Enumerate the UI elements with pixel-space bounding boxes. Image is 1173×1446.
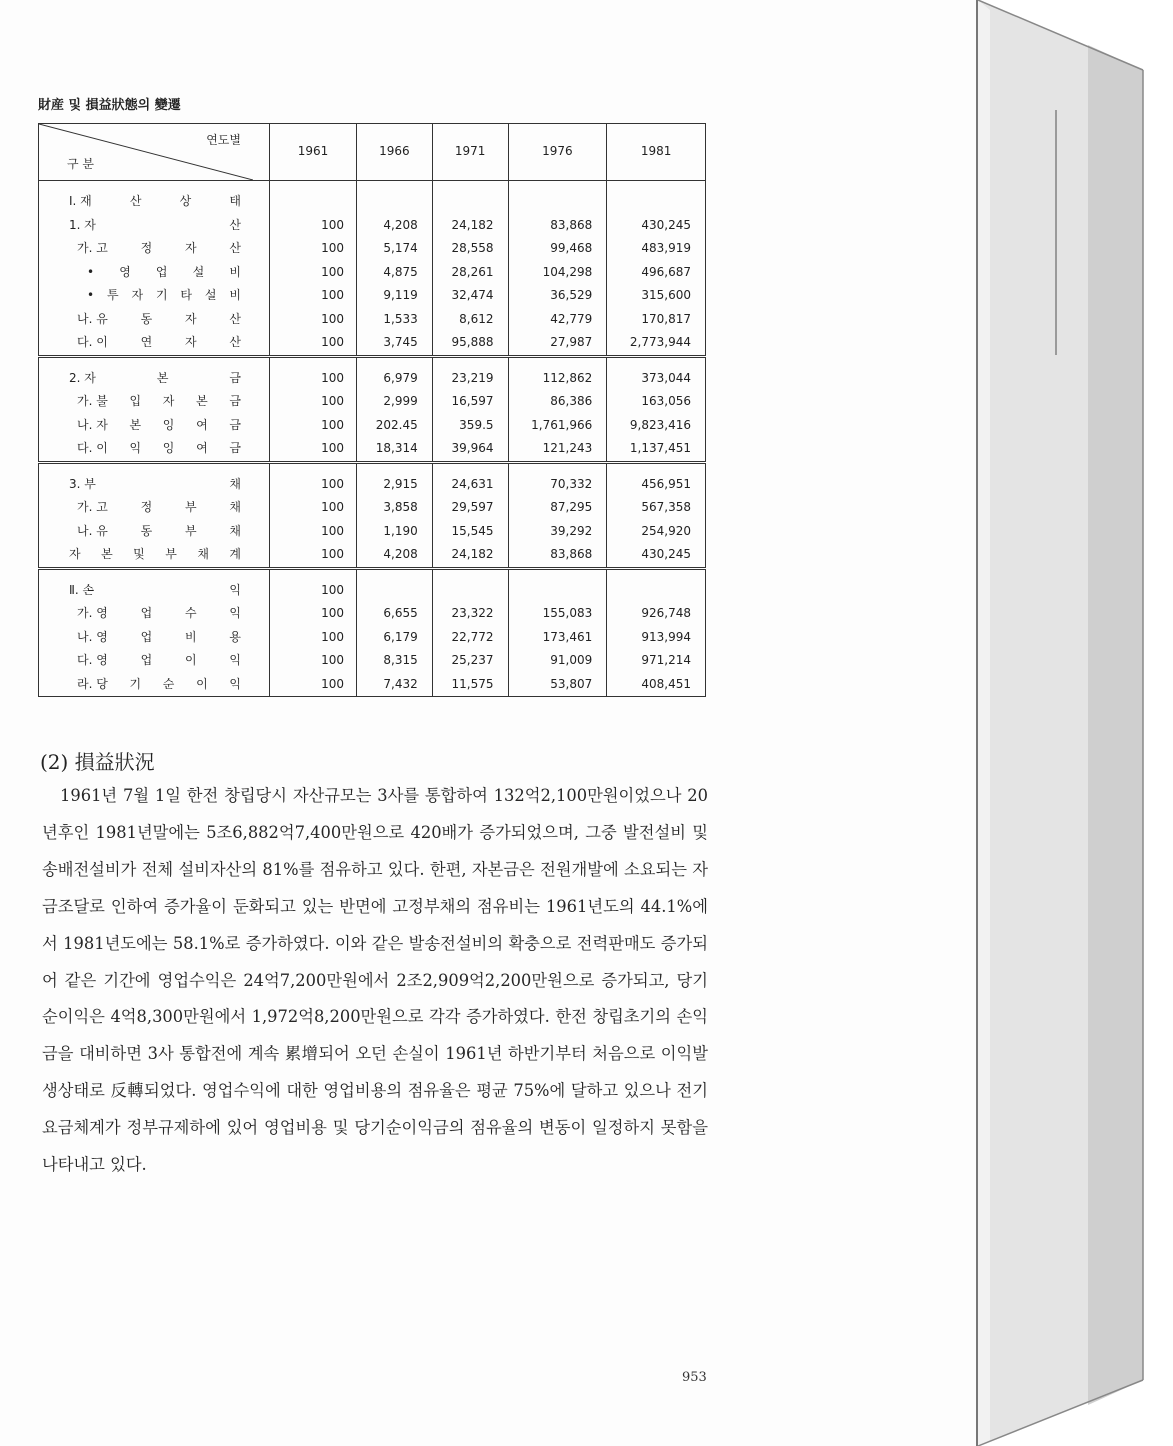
row-label-part: 업: [140, 653, 153, 667]
row-label-part: 본: [196, 394, 208, 408]
cell-1971: 39,964: [432, 437, 508, 462]
cell-1976: 83,868: [508, 543, 607, 568]
cell-1981: 496,687: [607, 261, 706, 285]
row-label: [39, 520, 270, 544]
row-label-part: 채: [197, 547, 209, 561]
cell-1961: 100: [270, 237, 357, 261]
row-label-part: 자: [185, 241, 197, 255]
row-label-part: 본: [156, 370, 169, 385]
cell-1981: 408,451: [607, 673, 706, 697]
table-row: [39, 626, 706, 650]
body-paragraph: 1961년 7월 1일 한전 창립당시 자산규모는 3사를 통합하여 132억2,100만원이었으나 20년후인 1981년말에는 5조6,882억7,400만원으로 420배가 증가되었으며, 그중 발전설비 및 송배전설비가 전체 설비자산의 81%를 점유하고 있다. 한편, 자본금은 전원개발에 소요되는 자금조달로 인하여 증가율이 둔화되고 있는 반면에 고정부채의 점유비는 1961년도의 44.1%에서 1981년도에는 58.1%로 증가하였다. 이와 같은 발송전설비의 확충으로 전력판매도 증가되어 같은 기간에 영업수익은 24억7,200만원에서 2조2,909억2,200만원으로 증가되고, 당기순이익은 4억8,300만원에서 1,972억8,200만원으로 각각 증가하였다. 한전 창립초기의 손익금을 대비하면 3사 통합전에 계속 累增되어 오던 손실이 1961년 하반기부터 처음으로 이익발생상태로 反轉되었다. 영업수익에 대한 영업비용의 점유율은 평균 75%에 달하고 있으나 전기요금체계가 정부규제하에 있어 영업비용 및 당기순이익금의 점유율의 변동이 일정하지 못함을 나타내고 있다.: [42, 786, 708, 1175]
cell-1961: 100: [270, 473, 357, 497]
row-label-part: 태: [229, 194, 241, 208]
row-label: [39, 543, 270, 568]
row-label-part: •: [87, 264, 95, 279]
row-label-part: 정: [140, 500, 153, 514]
row-label-part: 용: [229, 629, 241, 644]
cell-1966: 9,119: [357, 284, 433, 308]
cell-1981: [607, 190, 706, 214]
row-label-part: 설: [192, 264, 205, 279]
cell-1966: 5,174: [357, 237, 433, 261]
cell-1981: 315,600: [607, 284, 706, 308]
table-body: [39, 181, 706, 697]
row-label-part: 금: [229, 417, 241, 432]
cell-1961: 100: [270, 284, 357, 308]
table-row: [39, 649, 706, 673]
spacer-cell: [270, 568, 357, 579]
row-label-part: 다. 이: [77, 441, 108, 455]
table-row: [39, 579, 706, 603]
table-row: [39, 437, 706, 462]
header-year: 1981: [607, 124, 706, 181]
table-row: [39, 367, 706, 391]
cell-1976: 87,295: [508, 496, 607, 520]
cell-1981: 971,214: [607, 649, 706, 673]
row-label-part: 본: [101, 547, 113, 561]
cell-1976: 39,292: [508, 520, 607, 544]
row-label-part: 익: [229, 676, 241, 691]
spacer-cell: [39, 462, 270, 473]
group-spacer-row: [39, 181, 706, 191]
cell-1971: 28,261: [432, 261, 508, 285]
cell-1961: 100: [270, 367, 357, 391]
header-year: 1966: [357, 124, 433, 181]
cell-1981: 1,137,451: [607, 437, 706, 462]
financial-table: [38, 123, 706, 697]
row-label: [39, 214, 270, 238]
cell-1966: 7,432: [357, 673, 433, 697]
table-row: [39, 214, 706, 238]
row-label-part: 다. 영: [77, 653, 108, 667]
row-label: [39, 414, 270, 438]
cell-1981: 456,951: [607, 473, 706, 497]
cell-1976: 36,529: [508, 284, 607, 308]
cell-1976: 53,807: [508, 673, 607, 697]
cell-1971: 95,888: [432, 331, 508, 356]
cell-1981: 926,748: [607, 602, 706, 626]
cell-1981: 430,245: [607, 214, 706, 238]
spacer-cell: [270, 356, 357, 367]
cell-1966: 3,858: [357, 496, 433, 520]
cell-1966: 2,915: [357, 473, 433, 497]
cell-1976: 42,779: [508, 308, 607, 332]
spacer-cell: [357, 356, 433, 367]
cell-1961: [270, 190, 357, 214]
spacer-cell: [432, 462, 508, 473]
row-label-part: 업: [140, 606, 153, 620]
cell-1961: 100: [270, 261, 357, 285]
row-label-part: 기: [129, 676, 142, 691]
row-label-part: 금: [229, 394, 241, 408]
table-row: [39, 602, 706, 626]
cell-1966: 6,179: [357, 626, 433, 650]
table-row: [39, 331, 706, 356]
row-label: [39, 331, 270, 356]
cell-1961: 100: [270, 214, 357, 238]
row-label-part: 익: [229, 582, 241, 597]
cell-1966: 2,999: [357, 390, 433, 414]
cell-1981: 567,358: [607, 496, 706, 520]
row-label: [39, 284, 270, 308]
table-row: [39, 414, 706, 438]
cell-1976: 104,298: [508, 261, 607, 285]
cell-1961: 100: [270, 496, 357, 520]
row-label-part: 채: [229, 500, 241, 514]
cell-1961: 100: [270, 520, 357, 544]
book-page-edge: [978, 0, 1173, 1446]
spacer-cell: [39, 568, 270, 579]
spacer-cell: [432, 181, 508, 191]
row-label-part: 비: [229, 288, 241, 302]
row-label-part: 여: [196, 441, 208, 455]
row-label-part: 산: [129, 194, 142, 208]
table-row: [39, 237, 706, 261]
row-label-part: 산: [229, 217, 241, 232]
header-year: 1961: [270, 124, 357, 181]
row-label-part: 입: [129, 394, 142, 408]
cell-1976: 1,761,966: [508, 414, 607, 438]
cell-1981: [607, 579, 706, 603]
cell-1981: 170,817: [607, 308, 706, 332]
row-label-part: 업: [155, 264, 168, 279]
row-label-part: 투: [106, 288, 119, 302]
row-label-part: 라. 당: [77, 676, 108, 691]
row-label-part: 상: [179, 194, 192, 208]
cell-1971: 32,474: [432, 284, 508, 308]
cell-1966: [357, 190, 433, 214]
table-caption: 財産 및 損益狀態의 變遷: [38, 98, 181, 113]
cell-1971: 24,182: [432, 214, 508, 238]
row-label: [39, 626, 270, 650]
cell-1961: 100: [270, 649, 357, 673]
row-label-part: 산: [229, 241, 241, 255]
group-spacer-row: [39, 568, 706, 579]
row-label-part: 동: [140, 311, 153, 326]
row-label-part: 익: [229, 606, 241, 620]
cell-1981: 430,245: [607, 543, 706, 568]
row-label: [39, 496, 270, 520]
spacer-cell: [357, 568, 433, 579]
cell-1971: 11,575: [432, 673, 508, 697]
row-label-part: 산: [229, 311, 241, 326]
spacer-cell: [607, 568, 706, 579]
row-label-part: 부: [185, 500, 197, 514]
cell-1971: [432, 579, 508, 603]
header-year: 1976: [508, 124, 607, 181]
cell-1971: 15,545: [432, 520, 508, 544]
table-row: [39, 520, 706, 544]
row-label-part: 영: [119, 264, 131, 279]
group-spacer-row: [39, 356, 706, 367]
cell-1961: 100: [270, 626, 357, 650]
table-row: [39, 190, 706, 214]
spacer-cell: [357, 462, 433, 473]
row-label-part: •: [87, 288, 95, 302]
row-label-part: 채: [229, 476, 241, 491]
row-label-part: 계: [229, 547, 241, 561]
spacer-cell: [508, 462, 607, 473]
row-label-part: 나. 영: [77, 629, 108, 644]
row-label-part: 가. 영: [77, 606, 108, 620]
row-label-part: 나. 유: [77, 523, 108, 538]
cell-1961: 100: [270, 390, 357, 414]
cell-1976: 121,243: [508, 437, 607, 462]
row-label-part: 1. 자: [69, 217, 96, 232]
cell-1971: 28,558: [432, 237, 508, 261]
row-label-part: 본: [129, 417, 142, 432]
row-label-part: 여: [196, 417, 208, 432]
row-label-part: 업: [140, 629, 153, 644]
cell-1966: 1,190: [357, 520, 433, 544]
cell-1971: 24,182: [432, 543, 508, 568]
header-category-label: 구 분: [67, 157, 94, 171]
cell-1976: 86,386: [508, 390, 607, 414]
cell-1971: [432, 190, 508, 214]
cell-1971: 8,612: [432, 308, 508, 332]
cell-1961: 100: [270, 602, 357, 626]
row-label-part: 잉: [162, 417, 175, 432]
row-label-part: 비: [229, 264, 241, 279]
row-label-part: 이: [185, 653, 197, 667]
row-label: [39, 367, 270, 391]
cell-1971: 359.5: [432, 414, 508, 438]
row-label-part: 순: [162, 676, 175, 691]
row-label: [39, 473, 270, 497]
row-label-part: 금: [229, 441, 241, 455]
cell-1966: 3,745: [357, 331, 433, 356]
row-label-part: 채: [229, 523, 241, 538]
row-label-part: 자: [185, 335, 197, 349]
cell-1961: 100: [270, 673, 357, 697]
row-label-part: 부: [185, 523, 197, 538]
cell-1981: 163,056: [607, 390, 706, 414]
row-label: [39, 261, 270, 285]
row-label-part: 가. 고: [77, 241, 108, 255]
row-label-part: 잉: [162, 441, 175, 455]
row-label: [39, 190, 270, 214]
cell-1966: 202.45: [357, 414, 433, 438]
cell-1961: 100: [270, 308, 357, 332]
cell-1971: 16,597: [432, 390, 508, 414]
row-label: [39, 437, 270, 462]
spacer-cell: [39, 181, 270, 191]
cell-1966: 4,875: [357, 261, 433, 285]
spacer-cell: [607, 181, 706, 191]
cell-1966: 18,314: [357, 437, 433, 462]
row-label-part: 비: [185, 629, 197, 644]
row-label-part: Ⅱ. 손: [69, 582, 95, 597]
row-label-part: 자: [162, 394, 175, 408]
table-row: [39, 308, 706, 332]
cell-1966: 4,208: [357, 214, 433, 238]
cell-1961: 100: [270, 414, 357, 438]
cell-1976: 173,461: [508, 626, 607, 650]
cell-1976: 155,083: [508, 602, 607, 626]
cell-1971: 25,237: [432, 649, 508, 673]
row-label-part: 부: [165, 547, 177, 561]
cell-1961: 100: [270, 331, 357, 356]
spacer-cell: [508, 356, 607, 367]
cell-1966: 4,208: [357, 543, 433, 568]
row-label-part: 수: [185, 606, 197, 620]
row-label-part: Ⅰ. 재: [69, 194, 92, 208]
cell-1966: 6,655: [357, 602, 433, 626]
table-row: [39, 543, 706, 568]
spacer-cell: [508, 181, 607, 191]
row-label-part: 자: [185, 311, 197, 326]
row-label: [39, 390, 270, 414]
cell-1976: 99,468: [508, 237, 607, 261]
row-label-part: 가. 고: [77, 500, 108, 514]
row-label-part: 타: [180, 288, 193, 302]
spacer-cell: [270, 462, 357, 473]
cell-1981: 2,773,944: [607, 331, 706, 356]
cell-1971: 23,219: [432, 367, 508, 391]
row-label-part: 익: [229, 653, 241, 667]
row-label-part: 및: [133, 547, 145, 561]
row-label-part: 나. 자: [77, 417, 108, 432]
table-row: [39, 390, 706, 414]
row-label-part: 동: [140, 523, 153, 538]
cell-1981: 913,994: [607, 626, 706, 650]
row-label-part: 익: [129, 441, 142, 455]
table-row: [39, 261, 706, 285]
cell-1966: 1,533: [357, 308, 433, 332]
cell-1961: 100: [270, 579, 357, 603]
cell-1981: 483,919: [607, 237, 706, 261]
cell-1966: 6,979: [357, 367, 433, 391]
cell-1971: 29,597: [432, 496, 508, 520]
table-row: [39, 284, 706, 308]
row-label-part: 기: [155, 288, 168, 302]
row-label-part: 가. 불: [77, 394, 108, 408]
section-title: (2) 損益狀況: [40, 750, 155, 774]
cell-1966: 8,315: [357, 649, 433, 673]
row-label: [39, 602, 270, 626]
cell-1981: 373,044: [607, 367, 706, 391]
group-spacer-row: [39, 462, 706, 473]
row-label-part: 금: [229, 370, 241, 385]
row-label-part: 자: [69, 547, 81, 561]
row-label: [39, 308, 270, 332]
spacer-cell: [508, 568, 607, 579]
cell-1971: 23,322: [432, 602, 508, 626]
table-header-row: [39, 124, 706, 181]
cell-1971: 22,772: [432, 626, 508, 650]
cell-1976: 91,009: [508, 649, 607, 673]
page-stack-illustration: [978, 0, 1173, 1446]
cell-1976: [508, 190, 607, 214]
cell-1976: 27,987: [508, 331, 607, 356]
cell-1976: [508, 579, 607, 603]
cell-1966: [357, 579, 433, 603]
row-label: [39, 579, 270, 603]
row-label: [39, 673, 270, 697]
cell-1971: 24,631: [432, 473, 508, 497]
spacer-cell: [39, 356, 270, 367]
row-label-part: 연: [140, 335, 153, 349]
row-label-part: 산: [229, 335, 241, 349]
cell-1976: 83,868: [508, 214, 607, 238]
cell-1961: 100: [270, 543, 357, 568]
row-label-part: 다. 이: [77, 335, 108, 349]
cell-1981: 9,823,416: [607, 414, 706, 438]
table-row: [39, 673, 706, 697]
cell-1976: 112,862: [508, 367, 607, 391]
spacer-cell: [432, 568, 508, 579]
row-label-part: 자: [131, 288, 144, 302]
spacer-cell: [607, 462, 706, 473]
spacer-cell: [357, 181, 433, 191]
row-label-part: 3. 부: [69, 476, 96, 491]
row-label: [39, 237, 270, 261]
row-label-part: 정: [140, 241, 153, 255]
page-number: 953: [682, 1370, 707, 1385]
cell-1981: 254,920: [607, 520, 706, 544]
table-row: [39, 473, 706, 497]
header-year: 1971: [432, 124, 508, 181]
spacer-cell: [432, 356, 508, 367]
header-year-label: 연도별: [206, 133, 241, 147]
row-label-part: 2. 자: [69, 370, 96, 385]
row-label-part: 이: [196, 676, 208, 691]
header-diagonal-cell: [39, 124, 270, 181]
row-label-part: 설: [204, 288, 217, 302]
cell-1961: 100: [270, 437, 357, 462]
row-label: [39, 649, 270, 673]
row-label-part: 나. 유: [77, 311, 108, 326]
spacer-cell: [270, 181, 357, 191]
table-row: [39, 496, 706, 520]
cell-1976: 70,332: [508, 473, 607, 497]
spacer-cell: [607, 356, 706, 367]
